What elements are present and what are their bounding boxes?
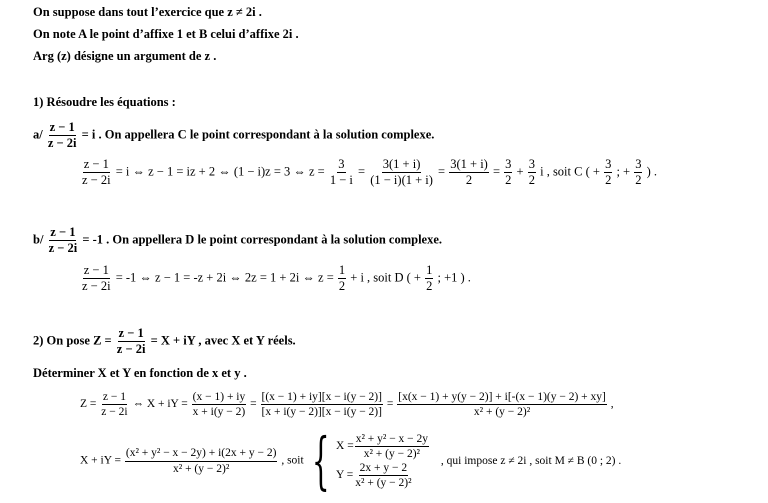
q1b-label: b/ — [33, 232, 44, 247]
q1a-solution: $\frac{z - 1}{z - 2i}$ = i ⇔ z − 1 = iz + 2 ⇔ (1 − i)z = 3 ⇔ z = $\frac{3}{1 - i}$ = $\frac{3(1 + i)}{(1 - i)(1 + i)}$ = $\frac{3(1 + i)}{2}$ = $\frac{3}{2}$ + $\frac{3}{2}$ i , soit C ( + $\frac{3}{2}$ ; + $\frac{3}{2}$ ) . — [82, 157, 658, 188]
q2-system-y: Y = $\frac{2x + y - 2}{\text{x² + (y − 2)²}}$ — [336, 462, 412, 490]
q2-subtitle: Déterminer X et Y en fonction de x et y . — [33, 366, 247, 380]
q1a-statement — [33, 121, 434, 150]
q1a-text: . On appellera C le point correspondant à la solution complexe. — [98, 127, 435, 142]
left-brace-icon: { — [311, 424, 330, 497]
q1-title: 1) Résoudre les équations : — [33, 95, 176, 109]
q1b-statement — [33, 226, 442, 255]
q2-system-x: X = $\frac{\text{x² + y² − x − 2y}}{\text{x² + (y − 2)²}}$ — [336, 432, 429, 460]
q1a-fraction: $\frac{z - 1}{z - 2i}$ — [47, 120, 77, 151]
q2-equation-1: Z = $\frac{z - 1}{z - 2i}$ ⇔ X + iY = $\frac{(x - 1) + iy}{x + i(y - 2)}$ = $\frac{[(x - 1) + iy][x - i(y - 2)]}{[x + i(y - 2)][x - i(y - 2)]}$ = $\frac{[x(x - 1) + y(y - 2)] + i[-(x - 1)(y - 2) + xy]}{\text{x² + (y − 2)²}}$ , — [80, 391, 614, 419]
q1a-rhs: = i — [81, 127, 96, 142]
intro-line-3: Arg (z) désigne un argument de z . — [33, 49, 217, 63]
q1a-label: a/ — [33, 127, 43, 142]
q2-system — [307, 424, 430, 497]
q1b-solution: $\frac{z - 1}{z - 2i}$ = -1 ⇔ z − 1 = -z + 2i ⇔ 2z = 1 + 2i ⇔ z = $\frac{1}{2}$ + i , soit D ( + $\frac{1}{2}$ ; +1 ) . — [82, 263, 471, 294]
q1b-fraction: $\frac{z - 1}{z - 2i}$ — [48, 225, 78, 256]
q1b-rhs: = -1 — [82, 232, 104, 247]
q1b-text: . On appellera D le point correspondant à la solution complexe. — [106, 232, 443, 247]
intro-line-1: On suppose dans tout l’exercice que z ≠ 2i . — [33, 5, 262, 19]
q2-equation-2: X + iY = $\frac{\text{(x² + y² − x − 2y) + i(2x + y − 2)}}{\text{x² + (y − 2)²}}$ , soit { X = $\frac{\text{x² + y² − x − 2y}}{\text{x² + (y − 2)²}}$ Y = $\frac{2x + y - 2}{\text{x² + (y − 2)²}}$ , qui impose z ≠ 2i , soit M ≠ B (0 ; 2) . — [80, 424, 622, 497]
q2-title: 2) On pose Z = $\frac{z - 1}{z - 2i}$ = X + iY , avec X et Y réels. — [33, 326, 296, 357]
intro-line-2: On note A le point d’affixe 1 et B celui d’affixe 2i . — [33, 27, 299, 41]
